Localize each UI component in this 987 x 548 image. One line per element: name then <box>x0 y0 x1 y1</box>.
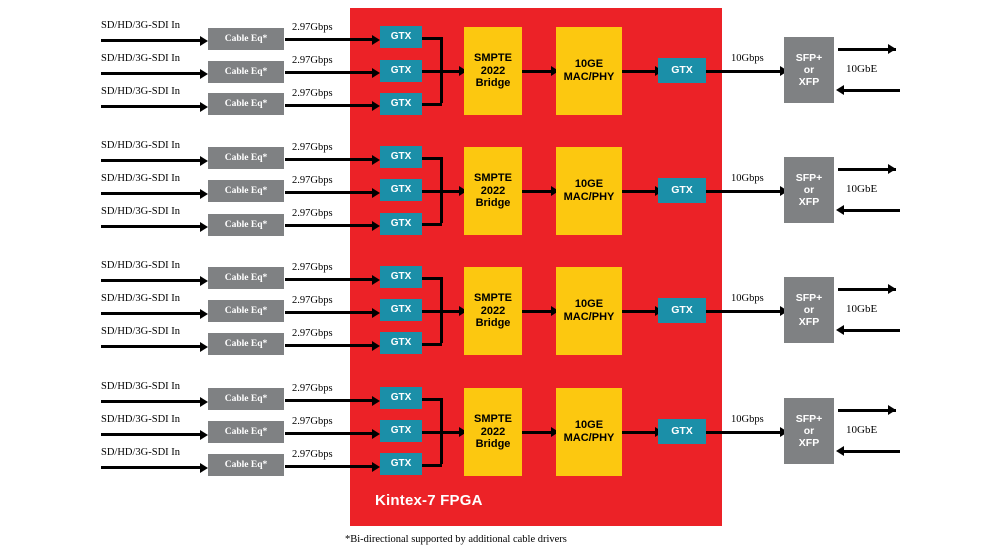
rate-label: 2.97Gbps <box>292 295 333 306</box>
gtx-box <box>380 420 422 442</box>
gtx-bus-line <box>422 431 442 434</box>
mac-to-gtx-line <box>622 310 658 313</box>
sfp-label-1: SFP+ <box>795 412 823 425</box>
cable-eq-box <box>208 93 284 115</box>
bridge-to-mac-line <box>522 70 554 73</box>
gtx-label: GTX <box>390 337 412 349</box>
cable-to-gtx-head <box>372 221 380 231</box>
sfp-label-3: XFP <box>798 196 820 209</box>
footnote: *Bi-directional supported by additional cable drivers <box>345 534 567 545</box>
mac-label-1: 10GE <box>574 58 604 71</box>
mac-label-2: MAC/PHY <box>563 71 615 83</box>
rate-label: 2.97Gbps <box>292 88 333 99</box>
smpte-bridge-box <box>464 27 522 115</box>
output-gtx-box <box>658 58 706 83</box>
cable-to-gtx-line <box>285 311 373 314</box>
gtx-bus-line <box>422 343 442 346</box>
gtx-label: GTX <box>390 184 412 196</box>
ethernet-in-head <box>836 446 844 456</box>
cable-eq-box <box>208 147 284 169</box>
rate-10g-label: 10Gbps <box>731 293 764 304</box>
cable-to-gtx-line <box>285 38 373 41</box>
bridge-label-2: 2022 <box>480 184 506 197</box>
cable-to-gtx-head <box>372 429 380 439</box>
mac-label-2: MAC/PHY <box>563 432 615 444</box>
gtx-label: GTX <box>390 425 412 437</box>
cable-eq-box <box>208 333 284 355</box>
cable-eq-label: Cable Eq* <box>224 152 268 163</box>
input-arrow-head <box>200 342 208 352</box>
ethernet-in-line <box>842 329 900 332</box>
sdi-input-label: SD/HD/3G-SDI In <box>101 293 181 304</box>
gtx-bus-line <box>422 464 442 467</box>
sfp-label-2: or <box>803 303 815 316</box>
sdi-input-label: SD/HD/3G-SDI In <box>101 86 181 97</box>
input-arrow-line <box>101 400 201 403</box>
rate-label: 2.97Gbps <box>292 383 333 394</box>
sfp-label-3: XFP <box>798 316 820 329</box>
bridge-label-2: 2022 <box>480 425 506 438</box>
cable-eq-label: Cable Eq* <box>224 219 268 230</box>
cable-eq-box <box>208 454 284 476</box>
gtx-label: GTX <box>390 151 412 163</box>
ethernet-in-line <box>842 209 900 212</box>
input-arrow-head <box>200 69 208 79</box>
input-arrow-head <box>200 276 208 286</box>
rate-label: 2.97Gbps <box>292 262 333 273</box>
input-arrow-line <box>101 192 201 195</box>
sfp-label-1: SFP+ <box>795 51 823 64</box>
sdi-input-label: SD/HD/3G-SDI In <box>101 326 181 337</box>
sdi-input-label: SD/HD/3G-SDI In <box>101 447 181 458</box>
ethernet-in-line <box>842 450 900 453</box>
sfp-label-1: SFP+ <box>795 291 823 304</box>
cable-to-gtx-head <box>372 308 380 318</box>
cable-to-gtx-head <box>372 396 380 406</box>
sdi-input-label: SD/HD/3G-SDI In <box>101 53 181 64</box>
input-arrow-line <box>101 279 201 282</box>
cable-eq-label: Cable Eq* <box>224 98 268 109</box>
gtx-bus-line <box>422 398 442 401</box>
cable-to-gtx-head <box>372 275 380 285</box>
input-arrow-head <box>200 36 208 46</box>
gtx-bus-line <box>422 70 442 73</box>
mac-phy-box <box>556 27 622 115</box>
rate-label: 2.97Gbps <box>292 416 333 427</box>
input-arrow-line <box>101 105 201 108</box>
mac-to-gtx-line <box>622 190 658 193</box>
sdi-input-label: SD/HD/3G-SDI In <box>101 173 181 184</box>
input-arrow-line <box>101 159 201 162</box>
mac-label-2: MAC/PHY <box>563 311 615 323</box>
bridge-label-3: Bridge <box>475 438 511 451</box>
rate-label: 2.97Gbps <box>292 175 333 186</box>
rate-10g-label: 10Gbps <box>731 53 764 64</box>
cable-eq-box <box>208 214 284 236</box>
bridge-label-3: Bridge <box>475 317 511 330</box>
rate-label: 2.97Gbps <box>292 22 333 33</box>
cable-to-gtx-line <box>285 104 373 107</box>
gtx-box <box>380 387 422 409</box>
gtx-to-sfp-line <box>706 70 782 73</box>
cable-to-gtx-line <box>285 71 373 74</box>
ethernet-in-head <box>836 85 844 95</box>
mac-to-gtx-line <box>622 70 658 73</box>
cable-eq-box <box>208 267 284 289</box>
mac-label-2: MAC/PHY <box>563 191 615 203</box>
sdi-input-label: SD/HD/3G-SDI In <box>101 260 181 271</box>
cable-eq-label: Cable Eq* <box>224 272 268 283</box>
gtx-box <box>380 213 422 235</box>
gtx-to-sfp-line <box>706 190 782 193</box>
fpga-label: Kintex-7 FPGA <box>375 492 483 509</box>
sfp-label-1: SFP+ <box>795 171 823 184</box>
gtx-box <box>380 453 422 475</box>
gtx-label: GTX <box>390 31 412 43</box>
cable-to-gtx-line <box>285 278 373 281</box>
bridge-label-3: Bridge <box>475 197 511 210</box>
gtx-to-sfp-line <box>706 431 782 434</box>
sfp-box <box>784 157 834 223</box>
rate-label: 2.97Gbps <box>292 142 333 153</box>
gtx-label: GTX <box>390 271 412 283</box>
bridge-to-mac-line <box>522 431 554 434</box>
cable-eq-box <box>208 300 284 322</box>
gtx-box <box>380 179 422 201</box>
sdi-input-label: SD/HD/3G-SDI In <box>101 20 181 31</box>
cable-eq-label: Cable Eq* <box>224 426 268 437</box>
cable-eq-label: Cable Eq* <box>224 305 268 316</box>
gtx-bus-line <box>422 37 442 40</box>
ethernet-in-line <box>842 89 900 92</box>
sfp-label-3: XFP <box>798 437 820 450</box>
mac-phy-box <box>556 147 622 235</box>
output-gtx-box <box>658 298 706 323</box>
cable-eq-box <box>208 61 284 83</box>
sdi-input-label: SD/HD/3G-SDI In <box>101 140 181 151</box>
bridge-label-1: SMPTE <box>474 292 512 305</box>
input-arrow-head <box>200 156 208 166</box>
mac-label-1: 10GE <box>574 178 604 191</box>
sdi-input-label: SD/HD/3G-SDI In <box>101 414 181 425</box>
ethernet-label: 10GbE <box>846 63 878 75</box>
rate-label: 2.97Gbps <box>292 449 333 460</box>
ethernet-out-head <box>888 405 896 415</box>
smpte-bridge-box <box>464 147 522 235</box>
gtx-label: GTX <box>671 64 693 77</box>
bridge-label-3: Bridge <box>475 77 511 90</box>
rate-label: 2.97Gbps <box>292 328 333 339</box>
sfp-label-2: or <box>803 424 815 437</box>
gtx-label: GTX <box>671 304 693 317</box>
cable-eq-box <box>208 180 284 202</box>
cable-to-gtx-head <box>372 462 380 472</box>
sfp-box <box>784 277 834 343</box>
cable-to-gtx-head <box>372 188 380 198</box>
ethernet-out-head <box>888 44 896 54</box>
gtx-bus-line <box>422 223 442 226</box>
cable-eq-label: Cable Eq* <box>224 459 268 470</box>
cable-to-gtx-line <box>285 344 373 347</box>
cable-eq-label: Cable Eq* <box>224 185 268 196</box>
sfp-label-2: or <box>803 63 815 76</box>
input-arrow-head <box>200 430 208 440</box>
input-arrow-head <box>200 463 208 473</box>
mac-phy-box <box>556 267 622 355</box>
smpte-bridge-box <box>464 267 522 355</box>
input-arrow-head <box>200 309 208 319</box>
gtx-box <box>380 332 422 354</box>
cable-to-gtx-head <box>372 341 380 351</box>
rate-label: 2.97Gbps <box>292 55 333 66</box>
input-arrow-line <box>101 312 201 315</box>
sdi-input-label: SD/HD/3G-SDI In <box>101 381 181 392</box>
gtx-label: GTX <box>390 392 412 404</box>
ethernet-in-head <box>836 205 844 215</box>
bridge-label-1: SMPTE <box>474 52 512 65</box>
cable-to-gtx-head <box>372 68 380 78</box>
ethernet-label: 10GbE <box>846 424 878 436</box>
mac-label-1: 10GE <box>574 298 604 311</box>
mac-label-1: 10GE <box>574 419 604 432</box>
sfp-box <box>784 398 834 464</box>
gtx-to-sfp-line <box>706 310 782 313</box>
cable-to-gtx-line <box>285 465 373 468</box>
ethernet-in-head <box>836 325 844 335</box>
cable-to-gtx-line <box>285 158 373 161</box>
sfp-label-2: or <box>803 183 815 196</box>
rate-label: 2.97Gbps <box>292 208 333 219</box>
input-arrow-head <box>200 222 208 232</box>
gtx-box <box>380 93 422 115</box>
gtx-label: GTX <box>390 65 412 77</box>
input-arrow-line <box>101 345 201 348</box>
input-arrow-line <box>101 39 201 42</box>
gtx-bus-line <box>422 103 442 106</box>
cable-eq-box <box>208 28 284 50</box>
mac-to-gtx-line <box>622 431 658 434</box>
input-arrow-line <box>101 72 201 75</box>
cable-eq-label: Cable Eq* <box>224 338 268 349</box>
input-arrow-head <box>200 189 208 199</box>
gtx-box <box>380 266 422 288</box>
bridge-label-1: SMPTE <box>474 172 512 185</box>
gtx-bus-line <box>422 190 442 193</box>
cable-to-gtx-line <box>285 191 373 194</box>
gtx-label: GTX <box>671 184 693 197</box>
bridge-to-mac-line <box>522 310 554 313</box>
input-arrow-line <box>101 466 201 469</box>
cable-eq-box <box>208 421 284 443</box>
gtx-bus-line <box>422 157 442 160</box>
output-gtx-box <box>658 419 706 444</box>
ethernet-out-head <box>888 284 896 294</box>
cable-to-gtx-line <box>285 224 373 227</box>
gtx-box <box>380 146 422 168</box>
input-arrow-head <box>200 397 208 407</box>
cable-eq-label: Cable Eq* <box>224 66 268 77</box>
gtx-label: GTX <box>390 98 412 110</box>
gtx-box <box>380 299 422 321</box>
cable-to-gtx-head <box>372 155 380 165</box>
smpte-bridge-box <box>464 388 522 476</box>
gtx-box <box>380 26 422 48</box>
cable-to-gtx-line <box>285 432 373 435</box>
gtx-box <box>380 60 422 82</box>
ethernet-label: 10GbE <box>846 303 878 315</box>
cable-to-gtx-head <box>372 101 380 111</box>
cable-eq-label: Cable Eq* <box>224 393 268 404</box>
rate-10g-label: 10Gbps <box>731 173 764 184</box>
gtx-label: GTX <box>671 425 693 438</box>
gtx-bus-line <box>422 310 442 313</box>
ethernet-label: 10GbE <box>846 183 878 195</box>
sdi-input-label: SD/HD/3G-SDI In <box>101 206 181 217</box>
output-gtx-box <box>658 178 706 203</box>
bridge-label-2: 2022 <box>480 64 506 77</box>
mac-phy-box <box>556 388 622 476</box>
cable-to-gtx-line <box>285 399 373 402</box>
sfp-box <box>784 37 834 103</box>
bridge-label-2: 2022 <box>480 304 506 317</box>
gtx-label: GTX <box>390 218 412 230</box>
gtx-bus-line <box>422 277 442 280</box>
cable-eq-box <box>208 388 284 410</box>
cable-to-gtx-head <box>372 35 380 45</box>
input-arrow-line <box>101 225 201 228</box>
cable-eq-label: Cable Eq* <box>224 33 268 44</box>
rate-10g-label: 10Gbps <box>731 414 764 425</box>
input-arrow-head <box>200 102 208 112</box>
input-arrow-line <box>101 433 201 436</box>
bridge-to-mac-line <box>522 190 554 193</box>
ethernet-out-head <box>888 164 896 174</box>
bridge-label-1: SMPTE <box>474 413 512 426</box>
gtx-label: GTX <box>390 304 412 316</box>
sfp-label-3: XFP <box>798 76 820 89</box>
gtx-label: GTX <box>390 458 412 470</box>
